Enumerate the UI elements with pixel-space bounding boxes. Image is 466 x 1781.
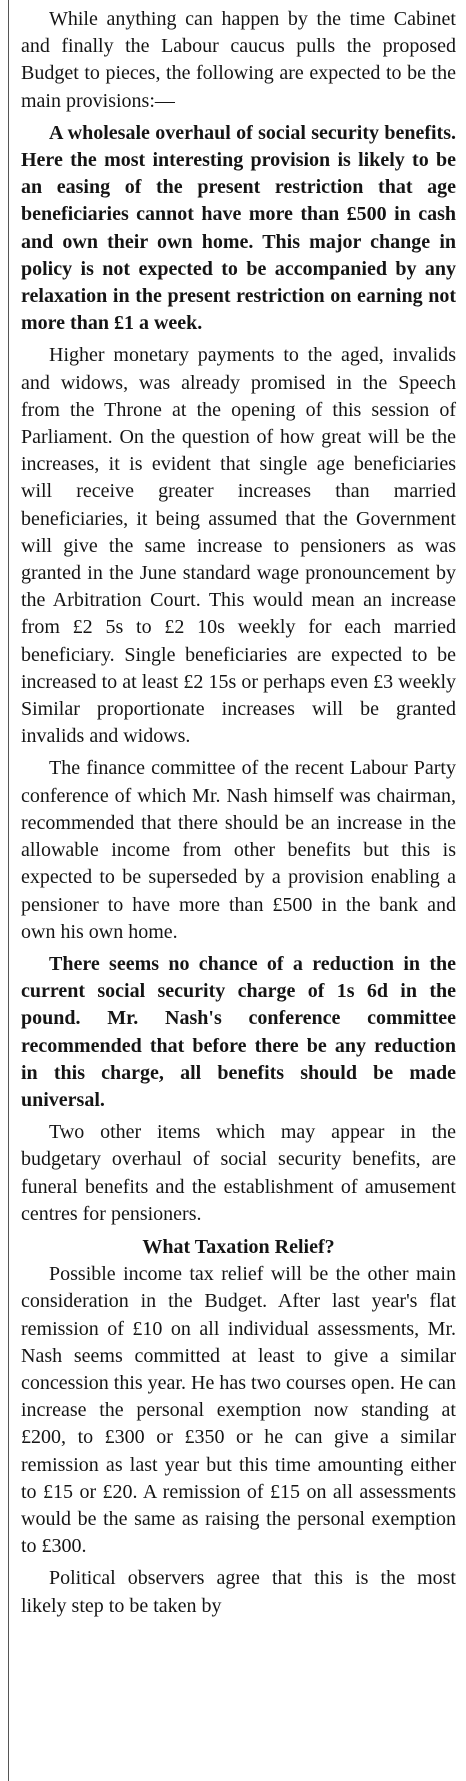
article-paragraph-8: Political observers agree that this is the most likely step to be taken by xyxy=(21,1567,456,1617)
article-paragraph-2: A wholesale overhaul of social security benefits. Here the most interesting provision is likely to be an easing of the present restriction that age beneficiaries cannot have more than £500 in cash and own their own home. This major change in policy is not expected to be accompanied by any relaxation in the present restriction on earning not more than £1 a week. xyxy=(21,121,456,335)
article-paragraph-7: Possible income tax relief will be the other main consideration in the Budget. After last year's flat remission of £10 on all individual assessments, Mr. Nash seems committed at least to give a similar concession this year. He has two courses open. He can increase the personal exemption now standing at £200, to £300 or £350 or he can give a similar remission as last year but this time amounting either to £15 or £20. A remission of £15 on all assessments would be the same as raising the personal exemption to £300. xyxy=(21,1263,456,1558)
article-paragraph-4: The finance committee of the recent Labour Party conference of which Mr. Nash himself was chairman, recommended that there should be an increase in the allowable income from other benefits but this is expected to be superseded by a provision enabling a pensioner to have more than £500 in the bank and own his own home. xyxy=(21,757,456,943)
article-paragraph-3: Higher monetary payments to the aged, invalids and widows, was already promised in the Speech from the Throne at the opening of this session of Parliament. On the question of how great will be the increases, it is evident that single age beneficiaries will receive greater increases than married beneficiaries, it being assumed that the Government will give the same increase to pensioners as was granted in the June standard wage pronouncement by the Arbitration Court. This would mean an increase from £2 5s to £2 10s weekly for each married beneficiary. Single beneficiaries are expected to be increased to at least £2 15s or perhaps even £3 weekly Similar proportionate increases will be granted invalids and widows. xyxy=(21,344,456,748)
article-paragraph-5: There seems no chance of a reduction in the current social security charge of 1s 6d in the pound. Mr. Nash's conference committee recommended that before there be any reduction in this charge, all benefits should be made universal. xyxy=(21,952,456,1111)
section-heading: What Taxation Relief? xyxy=(142,1235,335,1258)
article-column xyxy=(8,0,460,1781)
article-paragraph-1: While anything can happen by the time Cabinet and finally the Labour caucus pulls the proposed Budget to pieces, the following are expected to be the main provisions:— xyxy=(21,8,456,112)
article-paragraph-6: Two other items which may appear in the budgetary overhaul of social security benefits, are funeral benefits and the establishment of amusement centres for pensioners. xyxy=(21,1121,456,1225)
